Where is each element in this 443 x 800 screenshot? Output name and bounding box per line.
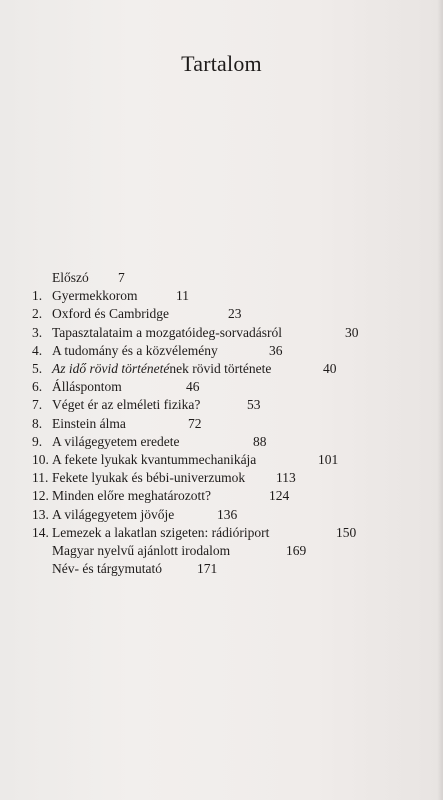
toc-entry-page-number: 11 [176,288,189,304]
page-title: Tartalom [181,51,262,76]
toc-entry-title [52,488,211,504]
toc-entry-number: 11. [32,470,49,486]
toc-entry-number: 8. [32,415,43,431]
toc-entry-number: 4. [32,342,43,358]
toc-entry-title [52,270,89,286]
toc-entry-page-number: 101 [318,452,339,467]
toc-entry-title-text: Előszó [52,270,89,285]
toc-entry-title [52,306,169,322]
toc-entry-title-text: Minden előre meghatározott? [52,488,211,504]
toc-entry-title-text: Álláspontom [52,379,122,395]
toc-entry [0,561,443,581]
toc-entry-title [52,397,200,413]
toc-entry-number: 7. [32,397,43,413]
toc-entry-title-text: Oxford és Cambridge [52,306,169,322]
toc-entry-number: 10. [32,452,49,467]
toc-entry-title-text: A tudomány és a közvélemény [52,342,218,358]
toc-entry-number: 2. [32,306,43,322]
toc-entry [0,452,443,472]
toc-entry-page-number: 113 [276,470,296,486]
toc-entry [0,543,443,563]
toc-entry-page-number: 136 [217,506,238,522]
toc-entry-page-number: 88 [253,433,267,449]
toc-entry-title [52,343,218,359]
toc-entry-title-text: A fekete lyukak kvantummechanikája [52,452,257,467]
toc-entry-title-text: Lemezek a lakatlan szigeten: rádióriport [52,524,270,540]
toc-entry-number: 14. [32,524,49,540]
toc-entry-title [52,288,137,304]
toc-entry-title-text: Einstein álma [52,415,126,431]
toc-entry-page-number: 36 [269,342,283,358]
toc-entry-title-text: Magyar nyelvű ajánlott irodalom [52,543,231,558]
toc-entry-title [52,434,179,450]
toc-entry-page-number: 72 [188,415,202,431]
toc-entry [0,525,443,545]
toc-entry-page-number: 7 [118,270,125,285]
toc-entry-number: 13. [32,506,49,522]
toc-entry [0,397,443,417]
toc-entry-title-text: Véget ér az elméleti fizika? [52,397,201,413]
toc-entry-number: 3. [32,324,43,340]
toc-entry-title [52,379,122,395]
toc-entry [0,416,443,436]
toc-entry-title [52,325,282,341]
toc-entry-title [52,507,174,523]
toc-entry-title-text: Tapasztalataim a mozgatóideg-sorvadásról [52,324,282,340]
toc-entry-title [52,525,269,541]
toc-entry-title-text: Fekete lyukak és bébi-univerzumok [52,470,246,486]
toc-entry-title [52,543,230,559]
toc-entry-title [52,452,256,468]
toc-entry-page-number: 40 [323,361,337,376]
toc-entry-page-number: 150 [336,524,357,540]
toc-entry [0,306,443,326]
toc-entry-title-text: Gyermekkorom [52,288,138,304]
toc-entry-title [52,361,271,377]
toc-entry [0,343,443,363]
toc-entry [0,270,443,290]
toc-entry-title-text: nek rövid története [169,361,272,376]
toc-entry-page-number: 169 [286,543,307,558]
toc-entry-title [52,561,162,577]
toc-entry-title-text: Név- és tárgymutató [52,561,162,577]
toc-entry-page-number: 46 [186,379,200,395]
toc-entry-title [52,470,245,486]
toc-entry [0,361,443,381]
toc-entry-number: 5. [32,361,43,376]
toc-entry-page-number: 171 [197,561,218,577]
toc-entry-number: 1. [32,288,43,304]
toc-entry-number: 6. [32,379,43,395]
toc-entry-number: 9. [32,433,43,449]
toc-entry-page-number: 124 [269,488,290,504]
toc-entry [0,379,443,399]
toc-entry [0,470,443,490]
toc-entry-page-number: 53 [247,397,261,413]
toc-entry-title-text: A világegyetem eredete [52,433,180,449]
toc-entry-title-text: A világegyetem jövője [52,506,175,522]
toc-entry-number: 12. [32,488,49,504]
toc-entry-title-italic: Az idő rövid történeté [52,361,170,376]
toc-entry-page-number: 30 [345,324,359,340]
toc-entry [0,288,443,308]
toc-entry [0,488,443,508]
toc-entry [0,325,443,345]
toc-entry [0,434,443,454]
toc-entry [0,507,443,527]
toc-entry-page-number: 23 [228,306,242,322]
toc-entry-title [52,416,126,432]
